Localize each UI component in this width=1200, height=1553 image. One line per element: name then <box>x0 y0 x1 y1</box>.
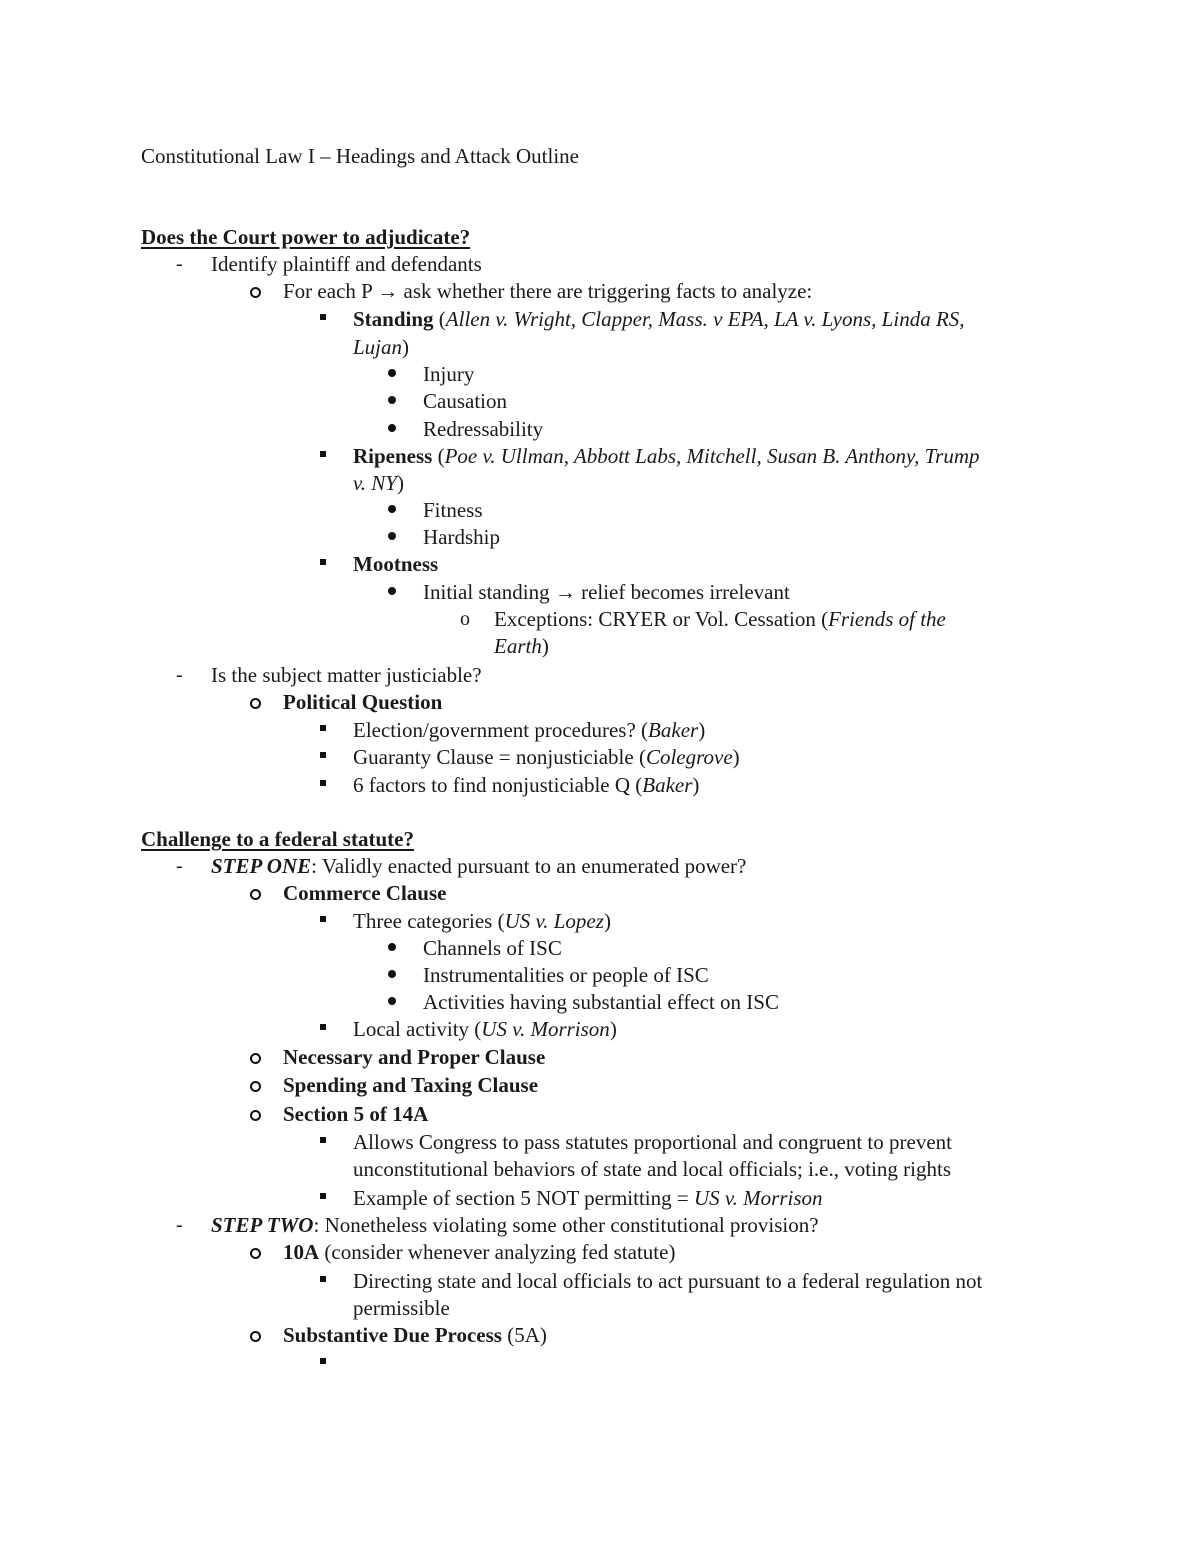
outline-item-step-two: STEP TWO: Nonetheless violating some other constitutional provision? <box>211 1213 819 1237</box>
arrow-icon: → <box>554 580 576 604</box>
outline-item-substantive-due-process: Substantive Due Process (5A) <box>283 1323 547 1347</box>
outline-item-instrumentalities: Instrumentalities or people of ISC <box>423 963 709 987</box>
dot-bullet <box>388 369 396 377</box>
dash-bullet: - <box>176 1214 183 1236</box>
outline-item-commerce: Commerce Clause <box>283 881 447 905</box>
outline-item-standing: Standing (Allen v. Wright, Clapper, Mass. v EPA, LA v. Lyons, Linda RS, <box>353 307 965 331</box>
outline-item-standing-cont: Lujan) <box>353 335 410 359</box>
outline-item-section5: Section 5 of 14A <box>283 1102 429 1126</box>
square-bullet <box>320 1276 326 1282</box>
outline-item-justiciable: Is the subject matter justiciable? <box>211 663 482 687</box>
outline-item-pq-1: Election/government procedures? (Baker) <box>353 718 706 742</box>
outline-item-exceptions: Exceptions: CRYER or Vol. Cessation (Friends of the <box>494 607 946 631</box>
ring-bullet <box>250 287 261 298</box>
outline-item-causation: Causation <box>423 389 507 413</box>
dot-bullet <box>388 505 396 513</box>
ring-bullet <box>250 1081 261 1092</box>
dot-bullet <box>388 970 396 978</box>
outline-item-identify: Identify plaintiff and defendants <box>211 252 482 276</box>
dot-bullet <box>388 587 396 595</box>
square-bullet <box>320 314 326 320</box>
square-bullet <box>320 725 326 731</box>
outline-item-pq-2: Guaranty Clause = nonjusticiable (Colegrove) <box>353 745 740 769</box>
outline-item-hardship: Hardship <box>423 525 500 549</box>
outline-item-10a: 10A (consider whenever analyzing fed statute) <box>283 1240 676 1264</box>
square-bullet <box>320 1024 326 1030</box>
ring-bullet <box>250 889 261 900</box>
o-bullet: o <box>460 608 470 630</box>
dash-bullet: - <box>176 664 183 686</box>
outline-item-directing-cont: permissible <box>353 1296 450 1320</box>
outline-item-allows-congress: Allows Congress to pass statutes proportional and congruent to prevent <box>353 1130 952 1154</box>
outline-item-allows-congress-cont: unconstitutional behaviors of state and local officials; i.e., voting rights <box>353 1157 951 1181</box>
outline-item-example-section5: Example of section 5 NOT permitting = US v. Morrison <box>353 1186 823 1210</box>
dot-bullet <box>388 943 396 951</box>
outline-item-channels: Channels of ISC <box>423 936 562 960</box>
square-bullet <box>320 1193 326 1199</box>
dot-bullet <box>388 396 396 404</box>
outline-item-directing: Directing state and local officials to act pursuant to a federal regulation not <box>353 1269 983 1293</box>
outline-item-pq-3: 6 factors to find nonjusticiable Q (Baker) <box>353 773 700 797</box>
square-bullet <box>320 752 326 758</box>
ring-bullet <box>250 1053 261 1064</box>
square-bullet <box>320 780 326 786</box>
dash-bullet: - <box>176 253 183 275</box>
outline-item-step-one: STEP ONE: Validly enacted pursuant to an enumerated power? <box>211 854 747 878</box>
outline-item-for-each: For each P → ask whether there are triggering facts to analyze: <box>283 279 813 303</box>
outline-item-mootness: Mootness <box>353 552 439 576</box>
dot-bullet <box>388 997 396 1005</box>
square-bullet <box>320 451 326 457</box>
outline-item-ripeness: Ripeness (Poe v. Ullman, Abbott Labs, Mitchell, Susan B. Anthony, Trump <box>353 444 980 468</box>
section-heading-federal-statute: Challenge to a federal statute? <box>141 827 414 851</box>
outline-item-ripeness-cont: v. NY) <box>353 471 404 495</box>
document-title: Constitutional Law I – Headings and Attack Outline <box>141 144 580 168</box>
square-bullet <box>320 916 326 922</box>
outline-item-redressability: Redressability <box>423 417 544 441</box>
dash-bullet: - <box>176 855 183 877</box>
outline-item-initial-standing: Initial standing → relief becomes irrelevant <box>423 580 790 604</box>
outline-item-three-categories: Three categories (US v. Lopez) <box>353 909 611 933</box>
ring-bullet <box>250 1248 261 1259</box>
square-bullet <box>320 1137 326 1143</box>
arrow-icon: → <box>377 279 399 303</box>
outline-item-exceptions-cont: Earth) <box>494 634 549 658</box>
outline-item-activities: Activities having substantial effect on ISC <box>423 990 779 1014</box>
ring-bullet <box>250 698 261 709</box>
outline-item-fitness: Fitness <box>423 498 483 522</box>
outline-item-necessary-proper: Necessary and Proper Clause <box>283 1045 546 1069</box>
outline-item-spending-taxing: Spending and Taxing Clause <box>283 1073 539 1097</box>
ring-bullet <box>250 1331 261 1342</box>
ring-bullet <box>250 1110 261 1121</box>
dot-bullet <box>388 424 396 432</box>
section-heading-adjudicate: Does the Court power to adjudicate? <box>141 225 471 249</box>
square-bullet <box>320 559 326 565</box>
dot-bullet <box>388 532 396 540</box>
square-bullet <box>320 1358 326 1364</box>
outline-item-political-question: Political Question <box>283 690 443 714</box>
outline-item-local-activity: Local activity (US v. Morrison) <box>353 1017 617 1041</box>
outline-item-injury: Injury <box>423 362 475 386</box>
